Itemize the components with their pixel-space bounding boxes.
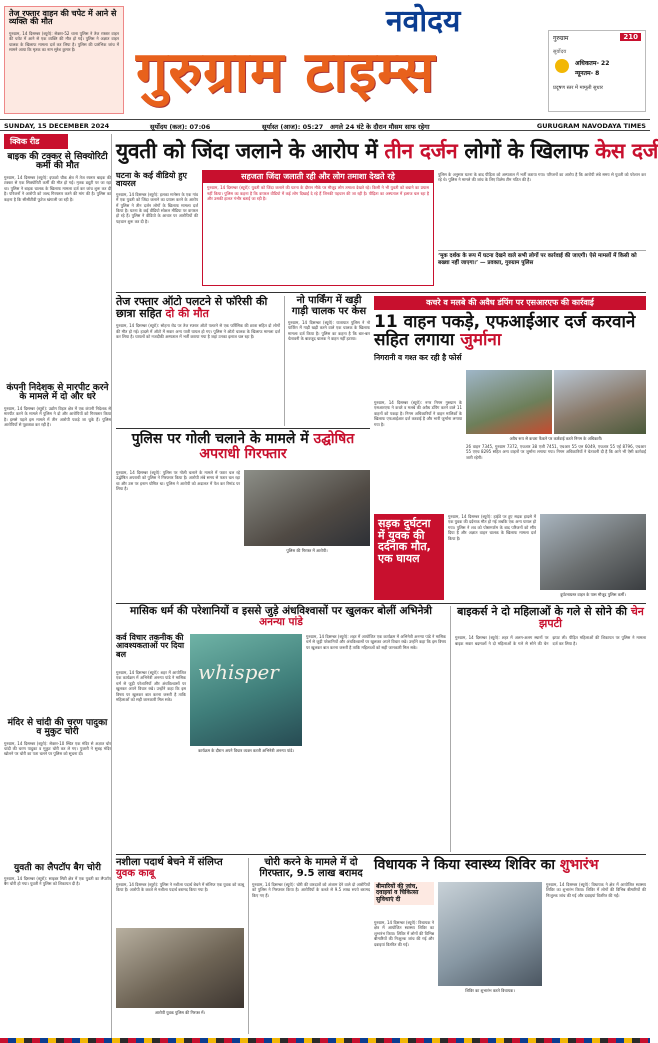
dumping-kicker: कचरे व मलबे की अवैध डंपिंग पर एसआरएफ की कार्रवाई	[374, 296, 646, 310]
lead-side-body: गुरुग्राम, 14 दिसम्बर (ब्यूरो): हलका मानेसर के एक गांव में एक युवती को जिंदा जलाने का प्रयास करने के आरोप में पुलिस ने तीन दर्जन लोगों के खिलाफ मामला दर्ज किया है। घटना के कई वीडियो सोशल मीडिया पर वायरल हो रहे हैं। पुलिस ने वीडियो के आधार पर आरोपियों की पहचान शुरू कर दी है।	[116, 191, 198, 224]
quick-read-label: क्विक रीड	[4, 134, 68, 149]
police-photo	[244, 470, 370, 546]
health-subheadline: बीमारियों की जांच, दवाइयां व चिकित्सा सुविधाएं दी	[374, 882, 434, 905]
no-parking-headline: नो पार्किंग में खड़ी गाड़ी चालक पर केस	[291, 295, 367, 317]
accident-caption: दुर्घटनाग्रस्त वाहन के पास मौजूद पुलिस कर्मी।	[560, 592, 626, 597]
dumping-story	[374, 296, 646, 512]
aqi-value: 210	[620, 33, 641, 41]
logo-main: गुरुग्राम टाइम्स	[136, 40, 436, 105]
dateline	[0, 119, 650, 131]
whisper-logo: whisper	[198, 660, 279, 684]
dumping-photo	[466, 370, 552, 434]
divider	[116, 428, 370, 429]
left-column	[4, 134, 112, 1038]
left-story-4-headline: युवती का लैपटॉप बैग चोरी	[14, 862, 101, 873]
health-body-2: गुरुग्राम, 14 दिसम्बर (ब्यूरो): विधायक ने क्षेत्र में आयोजित स्वास्थ्य शिविर का शुभारंभ किया। शिविर में लोगों की विभिन्न बीमारियों की निःशुल्क जांच की गई और दवाइयां वितरित की गईं।	[546, 882, 646, 898]
sunrise: सूर्योदय (कल): 07:06	[150, 123, 211, 131]
left-story-3-body: गुरुग्राम, 14 दिसम्बर (ब्यूरो): सेक्टर-10 स्थित एक मंदिर से अज्ञात चोर चांदी की चरण पादुका व मुकुट चोरी कर ले गए। पुजारी ने सुबह मंदिर खोलने पर चोरी का पता चलने पर पुलिस को सूचना दी।	[4, 740, 111, 757]
drugs-headline: नशीला पदार्थ बेचने में संलिप्त युवक काबू	[116, 857, 223, 879]
sunset: सूर्यास्त (आज): 05:27	[262, 123, 324, 131]
logo-top: नवोदय	[386, 4, 461, 39]
divider	[116, 603, 646, 604]
date: SUNDAY, 15 DECEMBER 2024	[4, 122, 110, 130]
auto-headline: तेज रफ्तार ऑटो पलटने से फॉरेसी की छात्रा सहित दो की मौत	[116, 295, 268, 320]
actress-photo	[190, 634, 302, 746]
actress-subheadline: कर्व विचार तकनीक की आवश्यकताओं पर दिया बल	[116, 633, 185, 659]
temp-max: अधिकतम- 22	[575, 60, 610, 67]
theft-body: गुरुग्राम, 14 दिसम्बर (ब्यूरो): चोरी की वारदातों को अंजाम देने वाले दो आरोपियों को पुलिस ने गिरफ्तार किया है। आरोपियों के कब्जे से 9.5 लाख रुपये बरामद किए गए हैं।	[252, 882, 370, 898]
lead-side	[116, 172, 198, 292]
drugs-body: गुरुग्राम, 14 दिसम्बर (ब्यूरो): पुलिस ने नशीला पदार्थ बेचने में संलिप्त एक युवक को काबू किया है। आरोपी के कब्जे से नशीला पदार्थ बरामद किया गया है।	[116, 882, 244, 893]
theft-headline: चोरी करने के मामले में दो गिरफ्तार, 9.5 लाख बरामद	[259, 857, 363, 879]
aqi-label: गुरुग्राम	[553, 35, 569, 42]
lead-side-headline: घटना के कई वीडियो हुए वायरल	[116, 171, 187, 189]
temp-min: न्यूनतम- 8	[575, 70, 600, 77]
police-body: गुरुग्राम, 14 दिसम्बर (ब्यूरो): पुलिस पर गोली चलाने के मामले में फरार चल रहे उद्घोषित अपराधी को पुलिस ने गिरफ्तार किया है। आरोपी लंबे समय से फरार चल रहा था और उस पर इनाम घोषित था। पुलिस ने आरोपी को अदालत में पेश कर रिमांड पर लिया है।	[116, 470, 240, 492]
left-story-1-body: गुरुग्राम, 14 दिसम्बर (ब्यूरो): इफको चौक क्षेत्र में तेज रफ्तार बाइक की टक्कर से एक सिक्योरिटी कर्मी की मौत हो गई। मृतक ड्यूटी पर जा रहा था। पुलिस ने बाइक चालक के खिलाफ मामला दर्ज कर जांच शुरू कर दी है। परिजनों ने आरोपी को जल्द गिरफ्तार करने की मांग की है। पुलिस का कहना है कि सीसीटीवी फुटेज खंगाली जा रही है।	[4, 174, 111, 202]
dumping-list: 26 वाहन 7345, गुरुग्राम 7372, एचआर 38 एजी 7451, एचआर 55 एल 6049, एचआर 55 एई 8796, एचआर 55 एएच 8295 सहित अन्य वाहनों पर जुर्माना लगाया गया। निगम अधिकारियों ने चेतावनी दी है कि आगे भी ऐसी कार्रवाई जारी रहेगी।	[466, 444, 646, 460]
dumping-photo-2	[554, 370, 646, 434]
weather-note: प्रदूषण स्तर में मामूली सुधार	[553, 85, 603, 91]
weather-box	[548, 30, 646, 112]
logo	[136, 6, 536, 114]
health-photo	[438, 882, 542, 986]
theft-story	[248, 858, 370, 1034]
left-story-2-headline: कंपनी निदेशक से मारपीट करने के मामले में दो और धरे	[6, 382, 109, 403]
divider	[116, 854, 646, 855]
divider	[116, 292, 646, 293]
dumping-body: गुरुग्राम, 14 दिसम्बर (ब्यूरो): नगर निगम गुरुग्राम के एसआरएफ ने कचरे व मलबे की अवैध डंपिंग करने वाले 11 वाहनों को पकड़ा है। निगम अधिकारियों ने वाहन मालिकों के खिलाफ एफआईआर दर्ज करवाई है और भारी जुर्माना लगाया गया है।	[374, 400, 462, 427]
drugs-caption: आरोपी युवक पुलिस की गिरफ्त में।	[154, 1010, 206, 1015]
health-headline: विधायक ने किया स्वास्थ्य शिविर का शुभारंभ	[374, 857, 599, 873]
dumping-caption: अवैध रूप से कचरा फेंकने पर कार्रवाई करते निगम के अधिकारी।	[509, 436, 603, 441]
no-parking-story	[284, 296, 370, 426]
dumping-headline: 11 वाहन पकड़े, एफआईआर दर्ज करवाने सहित लगाया जुर्माना	[374, 312, 636, 351]
left-story-4-body: गुरुग्राम, 14 दिसम्बर (ब्यूरो): साइबर सिटी क्षेत्र में एक युवती का लैपटॉप बैग चोरी हो गया। युवती ने पुलिस को शिकायत दी है।	[4, 876, 111, 887]
accident-body: गुरुग्राम, 14 दिसम्बर (ब्यूरो): हाईवे पर हुए सड़क हादसे में एक युवक की दर्दनाक मौत हो गई जबकि एक अन्य घायल हो गया। पुलिस ने शव को पोस्टमार्टम के बाद परिजनों को सौंप दिया है और अज्ञात वाहन चालक के खिलाफ मामला दर्ज किया है।	[448, 514, 536, 541]
auto-body: गुरुग्राम, 14 दिसम्बर (ब्यूरो): सोहना रोड पर तेज रफ्तार ऑटो पलटने से एक फॉरेंसिक की छात्रा सहित दो लोगों की मौत हो गई। हादसे में ऑटो में सवार अन्य यात्री घायल हो गए। पुलिस ने ऑटो चालक के खिलाफ मामला दर्ज कर लिया है। घायलों को नजदीकी अस्पताल में भर्ती कराया गया है जहां उनका इलाज चल रहा है।	[116, 323, 280, 339]
lead-body-right: पुलिस के अनुसार घटना के बाद पीड़िता को अस्पताल में भर्ती कराया गया। परिजनों का आरोप है कि आरोपी लंबे समय से युवती को परेशान कर रहे थे। पुलिस ने मामले की जांच के लिए विशेष टीम गठित की है।	[438, 172, 646, 183]
teaser-body: गुरुग्राम, 14 दिसम्बर (ब्यूरो): सेक्टर-52 थाना पुलिस ने तेज रफ्तार वाहन की चपेट में आने से एक व्यक्ति की मौत हो गई। पुलिस ने अज्ञात वाहन चालक के खिलाफ मामला दर्ज कर लिया है। पुलिस की प्रारंभिक जांच में सामने आया कि मृतक का नाम सुरेश कुमार है।	[9, 30, 119, 52]
masthead	[0, 0, 650, 118]
paper-name: GURUGRAM NAVODAYA TIMES	[536, 122, 646, 130]
left-story-3-headline: मंदिर से चांदी की चरण पादुका व मुकुट चोरी	[7, 717, 108, 738]
lead-box-body: गुरुग्राम, 14 दिसम्बर (ब्यूरो): युवती को जिंदा जलाने की घटना के दौरान मौके पर मौजूद लोग तमाशा देखते रहे। किसी ने भी युवती को बचाने का प्रयास नहीं किया। पुलिस का कहना है कि वायरल वीडियो में कई लोग दिखाई दे रहे हैं जिनकी पहचान की जा रही है। पीड़िता का अस्पताल में इलाज चल रहा है और उसकी हालत गंभीर बताई जा रही है।	[207, 185, 429, 202]
lead-box	[202, 170, 434, 286]
accident-story	[374, 514, 646, 602]
police-headline: पुलिस पर गोली चलाने के मामले में उद्घोषित अपराधी गिरफ्तार	[131, 431, 355, 462]
health-caption: शिविर का शुभारंभ करते विधायक।	[465, 988, 515, 993]
chain-headline: बाइकर्स ने दो महिलाओं के गले से सोने की चेन झपटी	[457, 605, 644, 630]
lead-headline: युवती को जिंदा जलाने के आरोप में तीन दर्जन लोगों के खिलाफ केस दर्ज	[116, 139, 658, 163]
dumping-subheadline: निगरानी व गश्त कर रही है फोर्स	[374, 353, 462, 363]
actress-body-2: गुरुग्राम, 14 दिसम्बर (ब्यूरो): शहर में आयोजित एक कार्यक्रम में अभिनेत्री अनन्या पांडे ने मासिक धर्म से जुड़ी परेशानियों और अंधविश्वासों पर खुलकर अपने विचार रखे। उन्होंने कहा कि इस विषय पर खुलकर बात करना जरूरी है ताकि महिलाओं को सही जानकारी मिल सके।	[306, 634, 446, 650]
accident-photo	[540, 514, 646, 590]
left-story-2-body: गुरुग्राम, 14 दिसम्बर (ब्यूरो): उद्योग विहार क्षेत्र में एक कंपनी निदेशक से मारपीट करने के मामले में पुलिस ने दो और आरोपियों को गिरफ्तार किया है। इससे पहले इस मामले में तीन आरोपी पकड़े जा चुके हैं। पुलिस आरोपियों से पूछताछ कर रही है।	[4, 405, 111, 427]
teaser-headline: तेज रफ्तार वाहन की चपेट में आने से व्यक्ति की मौत	[9, 9, 117, 27]
actress-headline: मासिक धर्म की परेशानियों व इससे जुड़े अंधविश्वासों पर खुलकर बोलीं अभिनेत्री अनन्या पांडे	[130, 605, 432, 629]
health-body: गुरुग्राम, 14 दिसम्बर (ब्यूरो): विधायक ने क्षेत्र में आयोजित स्वास्थ्य शिविर का शुभारंभ किया। शिविर में लोगों की विभिन्न बीमारियों की निःशुल्क जांच की गई और दवाइयां वितरित की गईं।	[374, 920, 434, 947]
actress-caption: कार्यक्रम के दौरान अपने विचार व्यक्त करती अभिनेत्री अनन्या पांडे।	[198, 748, 294, 753]
left-story-1-headline: बाइक की टक्कर से सिक्योरिटी कर्मी की मौत	[7, 152, 108, 172]
health-story	[374, 858, 646, 1034]
masthead-teaser	[4, 6, 124, 114]
quote-text: ‘मूक दर्शक के रूप में घटना देखने वाले सभी लोगों पर कार्रवाई की जाएगी। ऐसे मामलों में किसी को बख्शा नहीं जाएगा।’ — प्रवक्ता, गुरुग्राम पुलिस	[438, 253, 637, 266]
weather-label: सूर्योदय	[553, 49, 567, 55]
police-caption: पुलिस की गिरफ्त में आरोपी।	[286, 548, 328, 553]
drugs-photo	[116, 928, 244, 1008]
actress-story	[116, 634, 446, 852]
no-parking-body: गुरुग्राम, 14 दिसम्बर (ब्यूरो): यातायात पुलिस ने नो पार्किंग में गाड़ी खड़ी करने वाले एक चालक के खिलाफ मामला दर्ज किया है। पुलिस का कहना है कि बार-बार चेतावनी के बावजूद चालक ने वाहन नहीं हटाया।	[288, 320, 370, 342]
actress-body: गुरुग्राम, 14 दिसम्बर (ब्यूरो): शहर में आयोजित एक कार्यक्रम में अभिनेत्री अनन्या पांडे ने मासिक धर्म से जुड़ी परेशानियों और अंधविश्वासों पर खुलकर अपने विचार रखे। उन्होंने कहा कि इस विषय पर खुलकर बात करना जरूरी है ताकि महिलाओं को सही जानकारी मिल सके।	[116, 670, 186, 703]
tagline: अगले 24 घंटे के दौरान मौसम साफ रहेगा	[330, 123, 430, 131]
lead-box-title: सहजता जिंदा जलाती रही और लोग तमाशा देखते रहे	[203, 171, 433, 183]
drugs-story	[116, 858, 244, 1034]
chain-story	[450, 606, 646, 852]
chain-body: गुरुग्राम, 14 दिसम्बर (ब्यूरो): शहर में अलग-अलग स्थानों पर बाइक सवार बदमाशों ने दो महिलाओं के गले से सोने की चेन झपट ली। पीड़ित महिलाओं की शिकायत पर पुलिस ने मामला दर्ज कर लिया है।	[455, 635, 646, 646]
accident-headline: सड़क दुर्घटना में युवक की दर्दनाक मौत, एक घायल	[374, 514, 444, 600]
lead-quote	[438, 250, 646, 288]
auto-story	[116, 296, 280, 426]
color-strip	[0, 1038, 650, 1043]
police-story	[116, 432, 370, 562]
sun-icon	[555, 59, 569, 73]
